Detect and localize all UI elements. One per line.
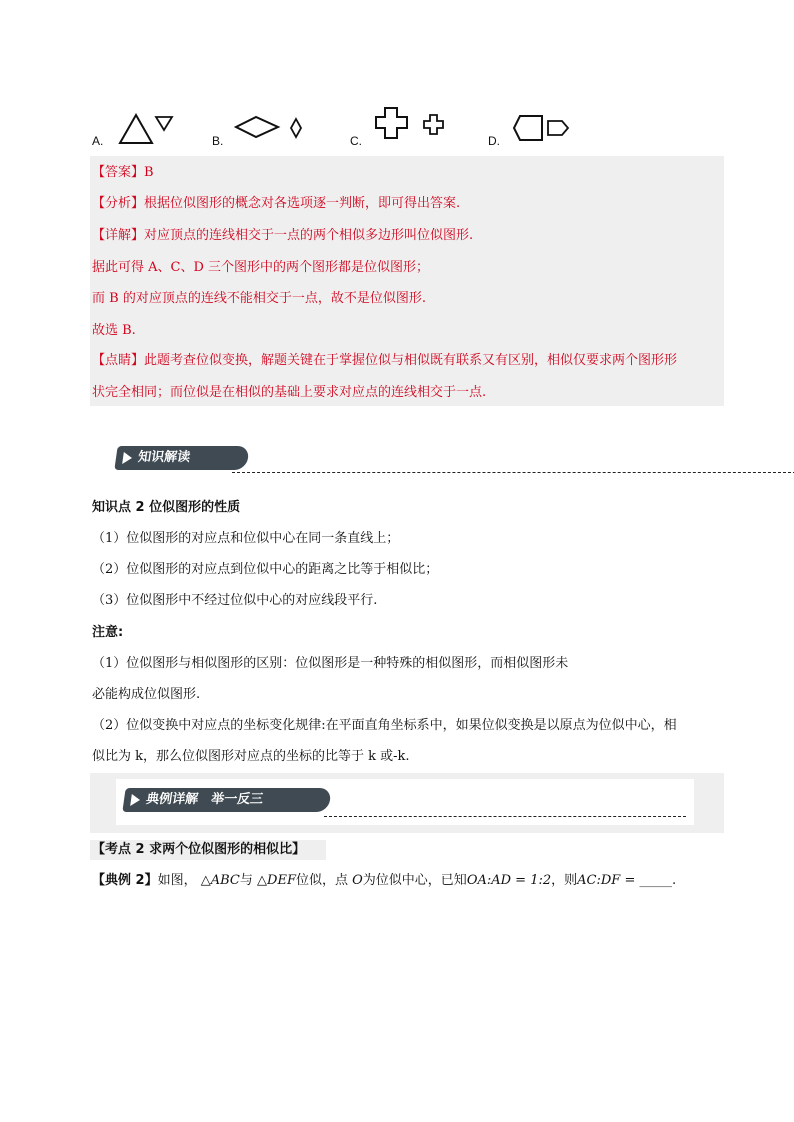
cross-pair-icon	[374, 106, 448, 140]
triangle-abc: ABC	[210, 873, 240, 888]
example-text-e: ，则	[551, 873, 578, 888]
kaodian-title: 【考点 2 求两个位似图形的相似比】	[92, 842, 306, 857]
detail-line-3: 而 B 的对应顶点的连线不能相交于一点，故不是位似图形.	[92, 291, 426, 306]
choice-line: 故选 B.	[92, 323, 136, 338]
knowledge-heading: 知识点 2 位似图形的性质	[92, 500, 241, 515]
triangle-pair-icon	[118, 112, 178, 146]
analysis-line: 【分析】根据位似图形的概念对各选项逐一判断，即可得出答案.	[92, 196, 461, 211]
option-b-label: B.	[212, 134, 224, 148]
triangle-symbol-1: △	[200, 873, 211, 888]
example-text-b: 与	[239, 873, 253, 888]
option-a-label: A.	[92, 134, 104, 148]
play-arrow-icon	[130, 794, 141, 806]
example-end: .	[671, 873, 677, 888]
banner-pill	[114, 446, 249, 470]
banner-pill	[122, 788, 331, 812]
example-text-a: 如图，	[157, 873, 197, 888]
banner-dash-line	[232, 472, 794, 473]
example-text-c: 位似，点	[295, 873, 348, 888]
note-line-2: 必能构成位似图形.	[92, 687, 201, 702]
pentagon-pair-icon	[512, 114, 572, 144]
point-o: O	[352, 873, 363, 888]
example-text-d: 为位似中心，已知	[362, 873, 467, 888]
triangle-symbol-2: △	[257, 873, 268, 888]
comment-line: 【点睛】此题考查位似变换，解题关键在于掌握位似与相似既有联系又有区别，相似仅要求两个图形形	[92, 353, 678, 368]
note-line-3: （2）位似变换中对应点的坐标变化规律:在平面直角坐标系中，如果位似变换是以原点为位似中心，相	[92, 718, 677, 733]
detail-line-2: 据此可得 A、C、D 三个图形中的两个图形都是位似图形；	[92, 260, 430, 275]
option-c-label: C.	[350, 134, 362, 148]
banner-title: 知识解读	[137, 450, 192, 465]
triangle-def: DEF	[267, 873, 296, 888]
detail-line: 【详解】对应顶点的连线相交于一点的两个相似多边形叫位似图形.	[92, 228, 474, 243]
asked-ratio: AC:DF =	[577, 873, 640, 888]
knowledge-item-2: （2）位似图形的对应点到位似中心的距离之比等于相似比；	[92, 562, 439, 577]
note-line-4: 似比为 k，那么位似图形对应点的坐标的比等于 k 或-k.	[92, 749, 410, 764]
knowledge-item-3: （3）位似图形中不经过位似中心的对应线段平行.	[92, 593, 378, 608]
option-d-label: D.	[488, 134, 500, 148]
answer-blank: _____	[639, 873, 672, 888]
knowledge-item-1: （1）位似图形的对应点和位似中心在同一条直线上；	[92, 531, 400, 546]
comment-line-2: 状完全相同；而位似是在相似的基础上要求对应点的连线相交于一点.	[92, 385, 487, 400]
play-arrow-icon	[122, 452, 133, 464]
example-prefix: 【典例 2】	[92, 873, 158, 888]
rhombus-pair-icon	[234, 114, 308, 144]
note-title: 注意:	[92, 625, 124, 640]
banner-title: 典例详解 举一反三	[145, 792, 265, 807]
given-ratio: OA:AD = 1:2	[466, 873, 552, 888]
note-line-1: （1）位似图形与相似图形的区别：位似图形是一种特殊的相似图形，而相似图形未	[92, 656, 569, 671]
banner-dash-line	[324, 816, 686, 817]
answer-line: 【答案】B	[92, 165, 154, 180]
example-line	[92, 872, 676, 890]
